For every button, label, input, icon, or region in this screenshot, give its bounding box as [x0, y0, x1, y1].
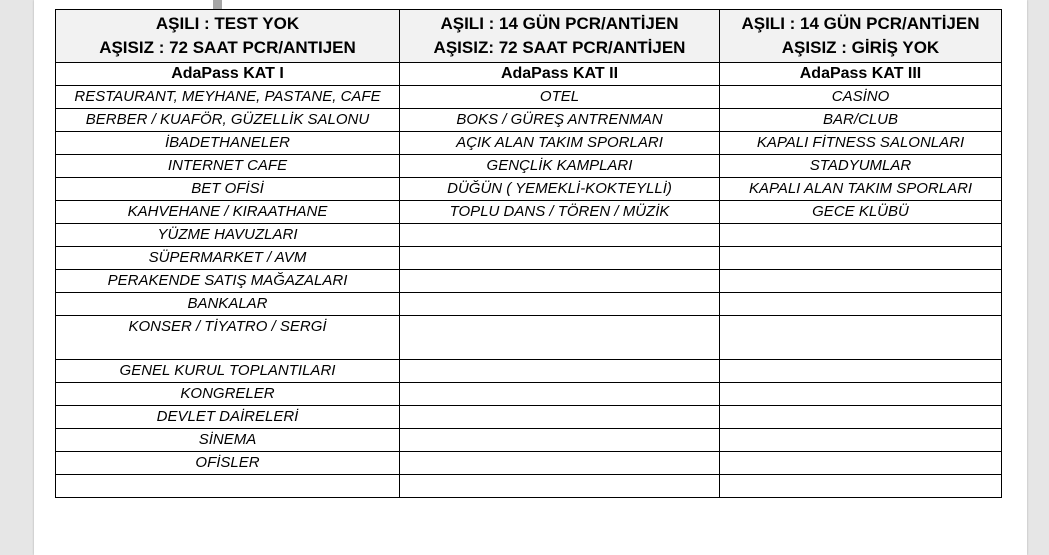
adapass-table [55, 9, 1002, 498]
table-cell[interactable] [720, 224, 1002, 247]
category-row [56, 63, 1002, 86]
table-cell[interactable]: CASİNO [720, 86, 1002, 109]
table-cell[interactable]: KAHVEHANE / KIRAATHANE [56, 201, 400, 224]
table-cell[interactable]: BOKS / GÜREŞ ANTRENMAN [400, 109, 720, 132]
header-cell[interactable] [56, 10, 400, 63]
table-cell[interactable]: DÜĞÜN ( YEMEKLİ-KOKTEYLLİ) [400, 178, 720, 201]
table-row [56, 383, 1002, 406]
table-body [56, 86, 1002, 498]
table-row [56, 475, 1002, 498]
header-line: AŞISIZ: 72 SAAT PCR/ANTİJEN [433, 38, 686, 57]
table-cell[interactable]: SİNEMA [56, 429, 400, 452]
table-cell[interactable]: YÜZME HAVUZLARI [56, 224, 400, 247]
table-cell[interactable] [400, 293, 720, 316]
table-cell[interactable]: BANKALAR [56, 293, 400, 316]
table-row [56, 247, 1002, 270]
table-row [56, 429, 1002, 452]
table-cell[interactable] [400, 383, 720, 406]
header-cell[interactable] [720, 10, 1002, 63]
table-row [56, 86, 1002, 109]
header-line: AŞILI : TEST YOK [155, 14, 300, 33]
table-cell[interactable] [400, 316, 720, 360]
table-cell[interactable]: STADYUMLAR [720, 155, 1002, 178]
table-cell[interactable]: DEVLET DAİRELERİ [56, 406, 400, 429]
table-cell[interactable]: BET OFİSİ [56, 178, 400, 201]
table-cell[interactable] [400, 360, 720, 383]
header-line: AŞILI : 14 GÜN PCR/ANTİJEN [741, 14, 980, 33]
table-row [56, 201, 1002, 224]
table-row [56, 155, 1002, 178]
header-row [56, 10, 1002, 63]
table-cell[interactable]: SÜPERMARKET / AVM [56, 247, 400, 270]
table-row [56, 406, 1002, 429]
category-cell[interactable]: AdaPass KAT II [400, 63, 720, 86]
table-cell[interactable]: KAPALI FİTNESS SALONLARI [720, 132, 1002, 155]
table-cell[interactable] [720, 270, 1002, 293]
table-cell[interactable]: OFİSLER [56, 452, 400, 475]
table-cell[interactable]: BERBER / KUAFÖR, GÜZELLİK SALONU [56, 109, 400, 132]
table-row [56, 293, 1002, 316]
table-cell[interactable] [720, 406, 1002, 429]
table-cell[interactable]: GECE KLÜBÜ [720, 201, 1002, 224]
table-cell[interactable]: KONGRELER [56, 383, 400, 406]
table-row [56, 316, 1002, 360]
table-cell[interactable] [720, 452, 1002, 475]
table-cell[interactable] [400, 429, 720, 452]
table-row [56, 270, 1002, 293]
table-row [56, 132, 1002, 155]
table-cell[interactable]: KONSER / TİYATRO / SERGİ [56, 316, 400, 360]
table-cell[interactable]: INTERNET CAFE [56, 155, 400, 178]
table-cell[interactable] [400, 475, 720, 498]
table-cell[interactable] [400, 406, 720, 429]
table-cell[interactable]: GENÇLİK KAMPLARI [400, 155, 720, 178]
category-cell[interactable]: AdaPass KAT III [720, 63, 1002, 86]
table-cell[interactable] [400, 247, 720, 270]
table-row [56, 452, 1002, 475]
table-cell[interactable] [720, 429, 1002, 452]
table-row [56, 109, 1002, 132]
table-cell[interactable] [56, 475, 400, 498]
header-line: AŞISIZ : GİRİŞ YOK [781, 38, 940, 57]
table-cell[interactable]: AÇIK ALAN TAKIM SPORLARI [400, 132, 720, 155]
table-cell[interactable] [720, 360, 1002, 383]
table-cell[interactable]: GENEL KURUL TOPLANTILARI [56, 360, 400, 383]
table-cell[interactable]: OTEL [400, 86, 720, 109]
table-cell[interactable] [720, 316, 1002, 360]
table-cell[interactable]: İBADETHANELER [56, 132, 400, 155]
table-cell[interactable] [400, 452, 720, 475]
table-cell[interactable] [720, 293, 1002, 316]
table-cell[interactable]: KAPALI ALAN TAKIM SPORLARI [720, 178, 1002, 201]
table-cell[interactable]: TOPLU DANS / TÖREN / MÜZİK [400, 201, 720, 224]
table-cell[interactable] [400, 270, 720, 293]
table-cell[interactable]: BAR/CLUB [720, 109, 1002, 132]
table-cell[interactable] [720, 475, 1002, 498]
table-row [56, 360, 1002, 383]
table-cell[interactable]: PERAKENDE SATIŞ MAĞAZALARI [56, 270, 400, 293]
category-cell[interactable]: AdaPass KAT I [56, 63, 400, 86]
table-cell[interactable] [720, 383, 1002, 406]
header-cell[interactable] [400, 10, 720, 63]
header-line: AŞILI : 14 GÜN PCR/ANTİJEN [440, 14, 679, 33]
table-row [56, 178, 1002, 201]
table-row [56, 224, 1002, 247]
table-cell[interactable]: RESTAURANT, MEYHANE, PASTANE, CAFE [56, 86, 400, 109]
table-cell[interactable] [400, 224, 720, 247]
table-cell[interactable] [720, 247, 1002, 270]
header-line: AŞISIZ : 72 SAAT PCR/ANTIJEN [99, 38, 356, 57]
